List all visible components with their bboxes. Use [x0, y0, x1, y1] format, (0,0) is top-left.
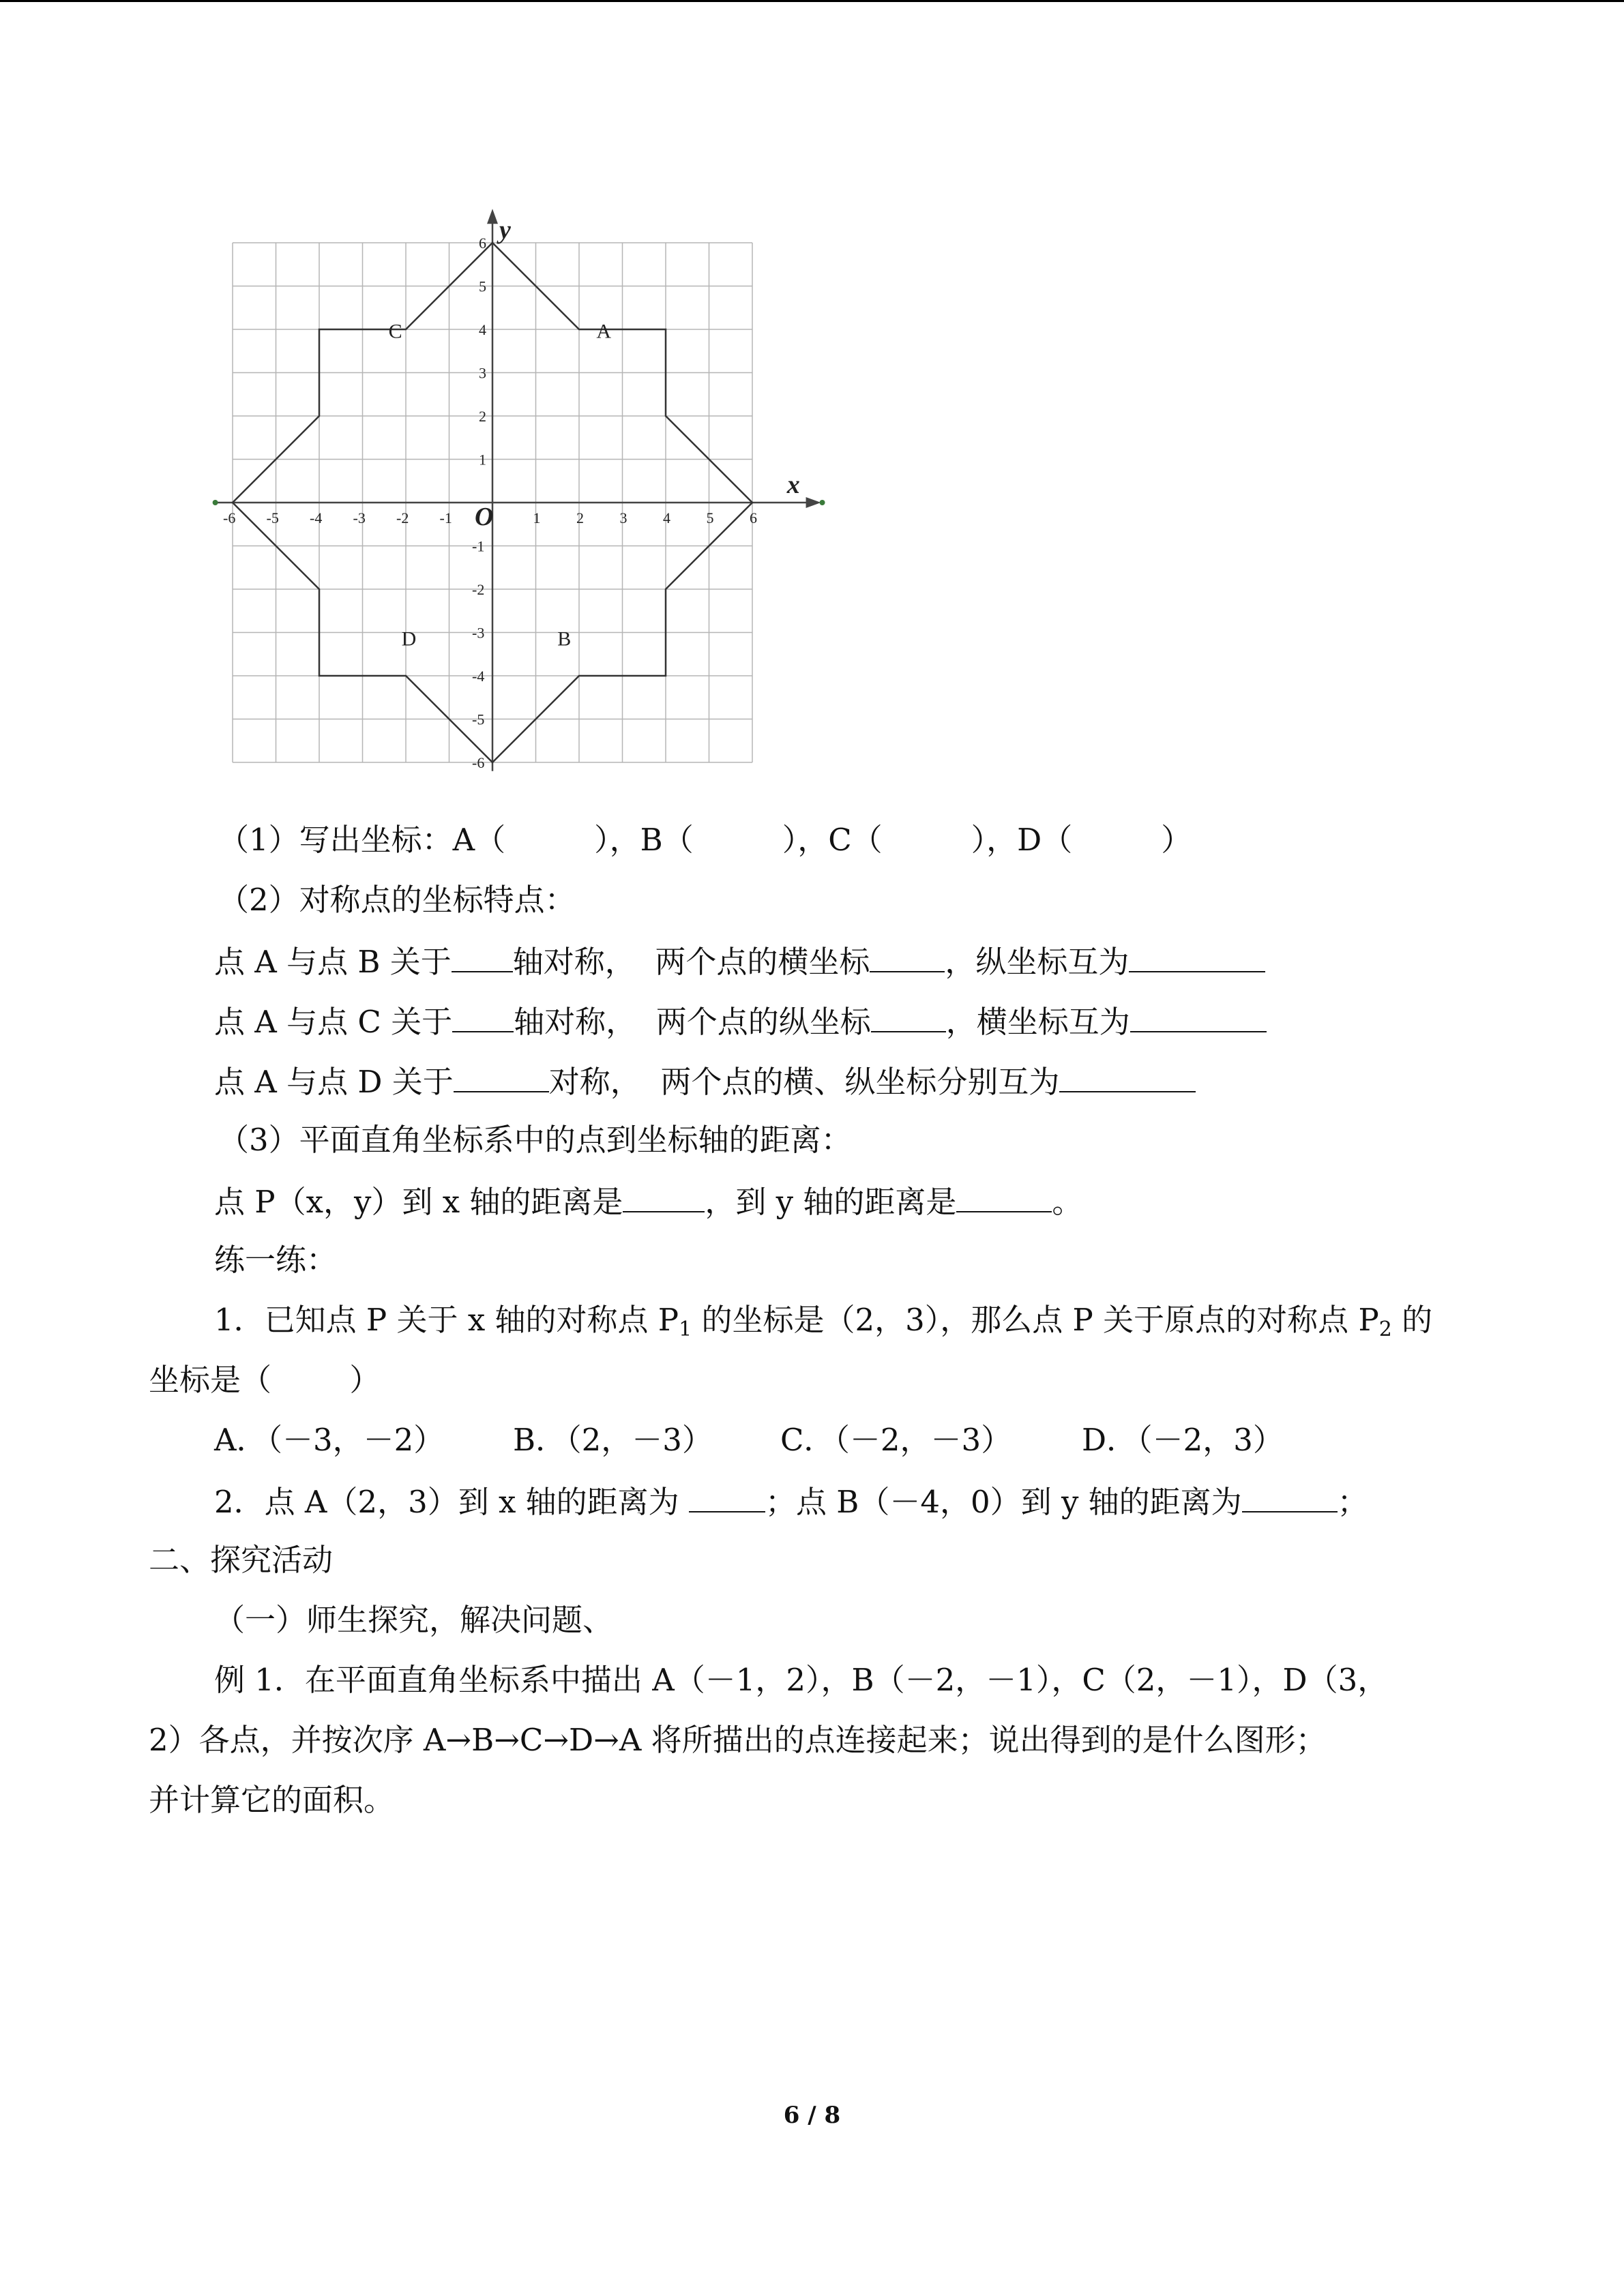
q3-c: 。	[1052, 1184, 1083, 1220]
y-tick-label: -2	[472, 581, 485, 598]
y-tick-label: 6	[479, 235, 486, 252]
option-c: C．（－2，－3）	[780, 1422, 1012, 1458]
y-tick-label: -4	[472, 668, 485, 685]
q2-l2a: 点 A 与点 C 关于	[214, 1004, 453, 1040]
figure-labels	[223, 216, 800, 771]
example1-line1: 例 1．在平面直角坐标系中描出 A（－1，2），B（－2，－1），C（2，－1），D（3，	[214, 1662, 1389, 1698]
x-tick-label: -1	[439, 509, 452, 526]
q3-line	[214, 1180, 1082, 1223]
practice-q1-line2: 坐标是（ ）	[149, 1362, 381, 1398]
blank[interactable]	[689, 1480, 765, 1512]
axes	[213, 209, 825, 771]
section2-title: 二、探究活动	[149, 1542, 334, 1578]
example1-line2: 2）各点，并按次序 A→B→C→D→A 将所描出的点连接起来；说出得到的是什么图形；	[149, 1722, 1327, 1758]
blank[interactable]	[1130, 1000, 1267, 1032]
q1-label: （1）写出坐标：	[218, 822, 453, 858]
x-tick-label: 4	[663, 509, 670, 526]
q2-l1b: 轴对称， 两个点的横坐标	[512, 944, 870, 980]
x-axis-label: x	[786, 471, 800, 499]
y-tick-label: -6	[472, 754, 485, 771]
example1-line3: 并计算它的面积。	[149, 1782, 395, 1818]
q2-line2	[214, 1000, 1267, 1043]
q2-l3b: 对称， 两个点的横、纵坐标分别互为	[548, 1064, 1060, 1100]
p1c: 的	[1391, 1302, 1433, 1338]
q2-l2b: 轴对称， 两个点的纵坐标	[514, 1004, 871, 1040]
q3-a: 点 P（x，y）到 x 轴的距离是	[214, 1184, 623, 1220]
x-tick-label: 6	[750, 509, 757, 526]
blank[interactable]	[871, 1000, 946, 1032]
option-d: D．（－2，3）	[1082, 1422, 1284, 1458]
blank[interactable]	[1129, 940, 1265, 972]
q2-line3	[214, 1060, 1196, 1103]
y-tick-label: 1	[479, 451, 486, 468]
p2c: ；	[1337, 1484, 1368, 1520]
origin-label: O	[475, 503, 494, 531]
x-tick-label: -6	[223, 509, 236, 526]
option-a: A．（－3，－2）	[214, 1422, 445, 1458]
q1-b: ），B（	[594, 822, 694, 858]
x-tick-label: -4	[310, 509, 323, 526]
q3-b: ，到 y 轴的距离是	[705, 1184, 957, 1220]
q2-l1c: ，纵坐标互为	[945, 944, 1130, 980]
page-number: 6 / 8	[783, 2102, 841, 2129]
option-b: B．（2，－3）	[513, 1422, 713, 1458]
blank[interactable]	[956, 1180, 1052, 1212]
y-tick-label: -1	[472, 537, 485, 555]
x-tick-label: 2	[576, 509, 584, 526]
y-tick-label: -5	[472, 711, 485, 728]
q1-d: ），D（	[971, 822, 1073, 858]
blank[interactable]	[452, 940, 513, 972]
q1-end: ）	[1161, 822, 1192, 858]
blank[interactable]	[452, 1000, 514, 1032]
y-axis-label: y	[499, 215, 511, 245]
q1-line	[218, 820, 1192, 861]
q3-title: （3）平面直角坐标系中的点到坐标轴的距离：	[218, 1122, 852, 1158]
p2b: ；点 B（－4，0）到 y 轴的距离为	[765, 1484, 1242, 1520]
x-tick-label: 5	[706, 509, 714, 526]
x-tick-label: -3	[353, 509, 366, 526]
p1a: 1．已知点 P 关于 x 轴的对称点 P	[214, 1302, 679, 1338]
x-tick-label: 3	[619, 509, 628, 526]
p1-sub2: 2	[1378, 1317, 1392, 1341]
practice-q1-line1	[214, 1300, 1432, 1350]
blank[interactable]	[1242, 1480, 1338, 1512]
x-tick-label: 1	[533, 509, 541, 526]
x-axis-arrow	[806, 497, 821, 508]
top-border	[0, 0, 1624, 2]
y-tick-label: 2	[479, 408, 486, 425]
p2a: 2．点 A（2，3）到 x 轴的距离为	[214, 1484, 689, 1520]
q2-l1a: 点 A 与点 B 关于	[214, 944, 452, 980]
blank[interactable]	[623, 1180, 705, 1212]
coordinate-figure	[205, 198, 832, 784]
p1b: 的坐标是（2，3），那么点 P 关于原点的对称点 P	[692, 1302, 1379, 1338]
y-tick-label: 3	[479, 364, 486, 382]
point-label-c: C	[388, 320, 402, 343]
section2-sub: （一）师生探究，解决问题、	[214, 1602, 614, 1638]
y-axis-arrow	[487, 209, 498, 224]
point-label-a: A	[596, 320, 612, 343]
blank[interactable]	[1059, 1060, 1196, 1092]
x-tick-label: -2	[396, 509, 409, 526]
x-axis-end-dot	[820, 500, 825, 505]
x-axis-start-dot	[213, 500, 218, 505]
x-tick-label: -5	[266, 509, 279, 526]
y-tick-label: 4	[479, 321, 486, 338]
y-tick-label: 5	[479, 278, 486, 295]
blank[interactable]	[870, 940, 945, 972]
p1-sub1: 1	[679, 1317, 692, 1341]
practice-title: 练一练：	[214, 1242, 338, 1278]
q2-l2c: ，横坐标互为	[945, 1004, 1130, 1040]
q2-title: （2）对称点的坐标特点：	[218, 882, 576, 918]
q1-a: A（	[452, 822, 506, 858]
q2-l3a: 点 A 与点 D 关于	[214, 1064, 454, 1100]
q1-c: ），C（	[782, 822, 883, 858]
q2-line1	[214, 940, 1265, 983]
practice-q2	[214, 1480, 1368, 1523]
y-tick-label: -3	[472, 624, 485, 642]
point-label-b: B	[557, 627, 572, 651]
point-label-d: D	[401, 627, 417, 651]
blank[interactable]	[454, 1060, 549, 1092]
